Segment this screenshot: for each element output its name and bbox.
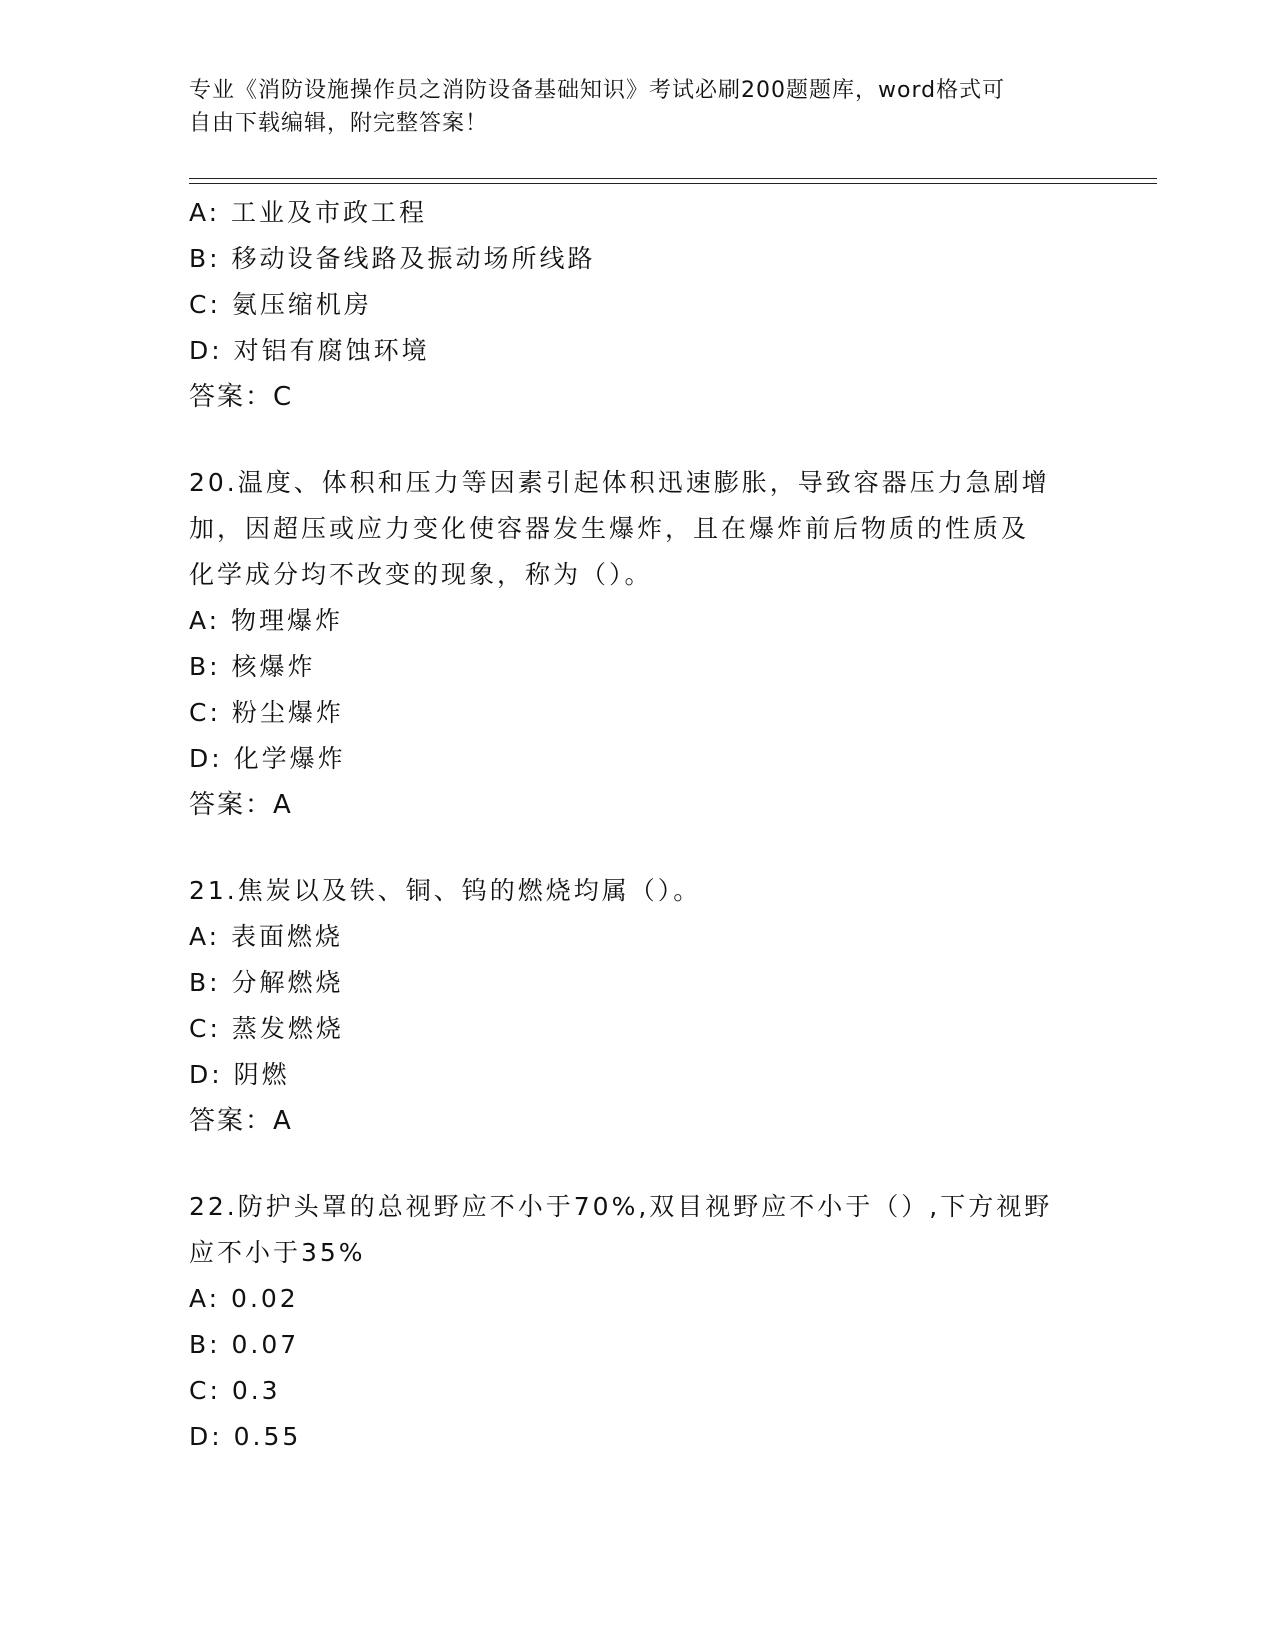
- question-line: 20.温度、体积和压力等因素引起体积迅速膨胀，导致容器压力急剧增: [189, 468, 1050, 497]
- option-c: C: 粉尘爆炸: [189, 698, 344, 727]
- question-text: [189, 460, 1089, 598]
- option-c: C: 蒸发燃烧: [189, 1014, 344, 1043]
- option-a: A: 0.02: [189, 1284, 299, 1313]
- option-b: B: 核爆炸: [189, 652, 316, 681]
- question-line: 22.防护头罩的总视野应不小于70%,双目视野应不小于（）,下方视野: [189, 1192, 1053, 1221]
- header-line-1: 专业《消防设施操作员之消防设备基础知识》考试必刷200题题库，word格式可: [189, 78, 1006, 103]
- question-22: [189, 1184, 1089, 1460]
- option-c: C: 0.3: [189, 1376, 281, 1405]
- question-line: 化学成分均不改变的现象，称为（）。: [189, 560, 653, 589]
- question-list: [189, 190, 1089, 1460]
- option-b: B: 0.07: [189, 1330, 300, 1359]
- question-21: [189, 868, 1089, 1144]
- option-b: B: 移动设备线路及振动场所线路: [189, 244, 596, 273]
- question-line: 加，因超压或应力变化使容器发生爆炸，且在爆炸前后物质的性质及: [189, 514, 1030, 543]
- question-text: [189, 868, 1089, 914]
- question-line: 应不小于35%: [189, 1238, 366, 1267]
- header-divider-top: [189, 178, 1157, 179]
- option-d: D: 化学爆炸: [189, 744, 346, 773]
- question-line: 21.焦炭以及铁、铜、钨的燃烧均属（）。: [189, 876, 702, 905]
- option-d: D: 对铝有腐蚀环境: [189, 336, 430, 365]
- option-c: C: 氨压缩机房: [189, 290, 372, 319]
- header-divider-bottom: [189, 183, 1157, 184]
- option-b: B: 分解燃烧: [189, 968, 344, 997]
- question-20: [189, 460, 1089, 828]
- option-d: D: 阴燃: [189, 1060, 290, 1089]
- question-text: [189, 1184, 1089, 1276]
- option-d: D: 0.55: [189, 1422, 302, 1451]
- answer: 答案：A: [189, 1106, 293, 1136]
- option-a: A: 物理爆炸: [189, 606, 344, 635]
- answer: 答案：C: [189, 382, 294, 412]
- document-header: [189, 74, 1069, 140]
- header-line-2: 自由下载编辑，附完整答案！: [189, 111, 489, 136]
- answer: 答案：A: [189, 790, 293, 820]
- option-a: A: 表面燃烧: [189, 922, 344, 951]
- question-19: [189, 190, 1089, 420]
- option-a: A: 工业及市政工程: [189, 198, 428, 227]
